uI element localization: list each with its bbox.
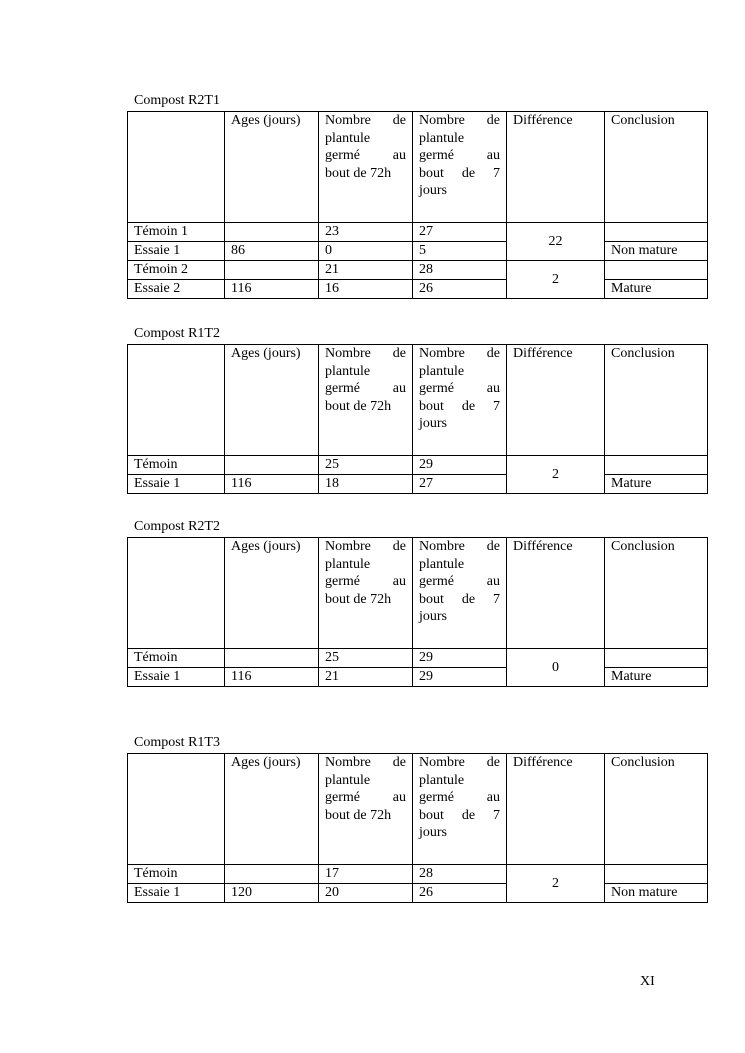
header-72h-w3: germé — [325, 381, 360, 396]
cell-age: 86 — [225, 242, 319, 261]
header-7j-w5: bout — [419, 398, 444, 414]
header-72h-l4: bout de 72h — [325, 398, 392, 414]
header-72h-w1: Nombre — [325, 755, 371, 770]
header-empty — [128, 538, 225, 649]
table-row — [128, 884, 708, 903]
cell-7j: 26 — [413, 280, 507, 299]
cell-age: 116 — [225, 475, 319, 494]
cell-72h: 21 — [319, 668, 413, 687]
header-conclusion: Conclusion — [605, 538, 708, 649]
table-caption-r1t3: Compost R1T3 — [134, 735, 220, 750]
header-72h-w1: Nombre — [325, 113, 371, 128]
header-7j-l5: jours — [419, 609, 447, 624]
header-row — [128, 112, 708, 223]
cell-difference: 2 — [507, 865, 605, 903]
header-ages: Ages (jours) — [225, 538, 319, 649]
header-72h-w4: au — [392, 574, 406, 589]
header-72h — [319, 538, 413, 649]
cell-age — [225, 649, 319, 668]
cell-difference: 2 — [507, 261, 605, 299]
header-ages: Ages (jours) — [225, 112, 319, 223]
cell-conclusion: Non mature — [605, 884, 708, 903]
header-72h-w2: de — [392, 755, 406, 770]
header-72h-w1: Nombre — [325, 346, 371, 361]
header-7j-w5: bout — [419, 591, 444, 607]
cell-label: Essaie 2 — [128, 280, 225, 299]
header-72h — [319, 754, 413, 865]
cell-7j: 28 — [413, 865, 507, 884]
header-7j-l5: jours — [419, 825, 447, 840]
header-7j-w5: bout — [419, 165, 444, 181]
cell-conclusion — [605, 223, 708, 242]
header-72h-l2: plantule — [325, 363, 371, 379]
table-caption-r1t2: Compost R1T2 — [134, 326, 220, 341]
cell-72h: 25 — [319, 649, 413, 668]
header-7j-l2: plantule — [419, 772, 465, 788]
cell-72h: 20 — [319, 884, 413, 903]
table-r1t2 — [127, 344, 707, 494]
cell-difference: 2 — [507, 456, 605, 494]
header-72h-w4: au — [392, 790, 406, 805]
cell-label: Essaie 1 — [128, 668, 225, 687]
header-7j-w3: germé — [419, 381, 454, 396]
header-72h-l4: bout de 72h — [325, 807, 392, 823]
header-7j-w6: de — [461, 807, 476, 823]
header-72h-l4: bout de 72h — [325, 591, 392, 607]
cell-conclusion: Mature — [605, 475, 708, 494]
header-7j-w3: germé — [419, 148, 454, 163]
header-7j-w2: de — [486, 113, 500, 128]
cell-7j: 29 — [413, 668, 507, 687]
header-7j — [413, 112, 507, 223]
header-7j-w7: 7 — [492, 591, 500, 607]
header-72h-w2: de — [392, 539, 406, 554]
cell-72h: 18 — [319, 475, 413, 494]
header-7j-w2: de — [486, 539, 500, 554]
header-72h-l4: bout de 72h — [325, 165, 392, 181]
header-72h-w2: de — [392, 346, 406, 361]
cell-72h: 17 — [319, 865, 413, 884]
table-row — [128, 475, 708, 494]
cell-7j: 26 — [413, 884, 507, 903]
table-row — [128, 242, 708, 261]
header-7j-w1: Nombre — [419, 755, 465, 770]
header-72h-w1: Nombre — [325, 539, 371, 554]
header-7j-w6: de — [461, 165, 476, 181]
header-7j — [413, 538, 507, 649]
table-r1t3 — [127, 753, 707, 903]
header-7j-w1: Nombre — [419, 539, 465, 554]
header-conclusion: Conclusion — [605, 754, 708, 865]
table-r2t1 — [127, 111, 707, 299]
table-row — [128, 649, 708, 668]
cell-label: Témoin — [128, 456, 225, 475]
cell-label: Témoin — [128, 649, 225, 668]
cell-label: Essaie 1 — [128, 475, 225, 494]
table-row — [128, 668, 708, 687]
cell-7j: 29 — [413, 649, 507, 668]
cell-7j: 29 — [413, 456, 507, 475]
header-72h-w2: de — [392, 113, 406, 128]
cell-age — [225, 223, 319, 242]
header-7j-l5: jours — [419, 416, 447, 431]
header-7j-w3: germé — [419, 790, 454, 805]
header-difference: Différence — [507, 538, 605, 649]
header-72h-w3: germé — [325, 790, 360, 805]
header-7j-w6: de — [461, 398, 476, 414]
header-7j-l5: jours — [419, 183, 447, 198]
header-7j-w1: Nombre — [419, 346, 465, 361]
header-7j — [413, 754, 507, 865]
header-7j-w6: de — [461, 591, 476, 607]
cell-age — [225, 456, 319, 475]
table-row — [128, 261, 708, 280]
cell-difference: 22 — [507, 223, 605, 261]
header-row — [128, 345, 708, 456]
cell-conclusion — [605, 456, 708, 475]
header-ages: Ages (jours) — [225, 754, 319, 865]
cell-7j: 27 — [413, 475, 507, 494]
header-conclusion: Conclusion — [605, 345, 708, 456]
cell-conclusion — [605, 865, 708, 884]
cell-conclusion: Mature — [605, 668, 708, 687]
header-7j-w1: Nombre — [419, 113, 465, 128]
cell-age: 116 — [225, 280, 319, 299]
cell-age — [225, 261, 319, 280]
cell-72h: 21 — [319, 261, 413, 280]
header-72h-l2: plantule — [325, 130, 371, 146]
cell-age: 116 — [225, 668, 319, 687]
cell-conclusion: Mature — [605, 280, 708, 299]
header-7j-w4: au — [486, 381, 500, 396]
table-row — [128, 223, 708, 242]
cell-conclusion — [605, 261, 708, 280]
header-72h-w4: au — [392, 381, 406, 396]
header-conclusion: Conclusion — [605, 112, 708, 223]
cell-label: Essaie 1 — [128, 884, 225, 903]
table-r2t2 — [127, 537, 707, 687]
table-row — [128, 456, 708, 475]
cell-72h: 16 — [319, 280, 413, 299]
header-7j-w5: bout — [419, 807, 444, 823]
table-caption-r2t1: Compost R2T1 — [134, 93, 220, 108]
header-72h-l2: plantule — [325, 556, 371, 572]
header-empty — [128, 345, 225, 456]
header-7j-l2: plantule — [419, 363, 465, 379]
header-7j-w3: germé — [419, 574, 454, 589]
header-7j-w7: 7 — [492, 807, 500, 823]
cell-label: Essaie 1 — [128, 242, 225, 261]
header-7j-w2: de — [486, 346, 500, 361]
header-7j-l2: plantule — [419, 130, 465, 146]
header-7j-l2: plantule — [419, 556, 465, 572]
cell-conclusion — [605, 649, 708, 668]
cell-age: 120 — [225, 884, 319, 903]
cell-conclusion: Non mature — [605, 242, 708, 261]
header-7j-w4: au — [486, 574, 500, 589]
header-ages: Ages (jours) — [225, 345, 319, 456]
header-72h-w4: au — [392, 148, 406, 163]
header-7j — [413, 345, 507, 456]
cell-72h: 0 — [319, 242, 413, 261]
header-empty — [128, 112, 225, 223]
header-7j-w2: de — [486, 755, 500, 770]
table-caption-r2t2: Compost R2T2 — [134, 519, 220, 534]
header-72h-l2: plantule — [325, 772, 371, 788]
header-72h — [319, 112, 413, 223]
page-number: XI — [640, 974, 655, 989]
header-72h-w3: germé — [325, 574, 360, 589]
cell-label: Témoin 1 — [128, 223, 225, 242]
header-7j-w4: au — [486, 148, 500, 163]
header-row — [128, 538, 708, 649]
cell-difference: 0 — [507, 649, 605, 687]
header-7j-w4: au — [486, 790, 500, 805]
table-row — [128, 280, 708, 299]
header-row — [128, 754, 708, 865]
cell-7j: 5 — [413, 242, 507, 261]
cell-age — [225, 865, 319, 884]
cell-label: Témoin — [128, 865, 225, 884]
header-empty — [128, 754, 225, 865]
cell-7j: 28 — [413, 261, 507, 280]
header-7j-w7: 7 — [492, 165, 500, 181]
header-72h-w3: germé — [325, 148, 360, 163]
header-difference: Différence — [507, 754, 605, 865]
cell-72h: 23 — [319, 223, 413, 242]
header-72h — [319, 345, 413, 456]
header-difference: Différence — [507, 345, 605, 456]
header-difference: Différence — [507, 112, 605, 223]
cell-label: Témoin 2 — [128, 261, 225, 280]
table-row — [128, 865, 708, 884]
cell-7j: 27 — [413, 223, 507, 242]
cell-72h: 25 — [319, 456, 413, 475]
header-7j-w7: 7 — [492, 398, 500, 414]
